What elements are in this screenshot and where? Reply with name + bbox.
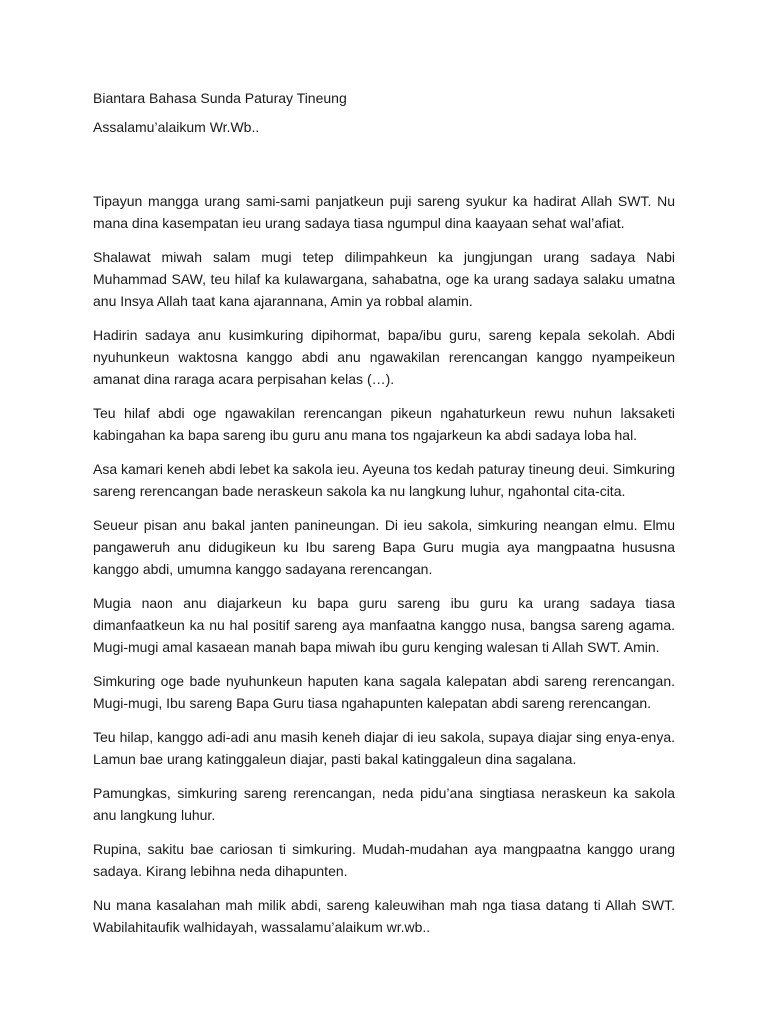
document-title: Biantara Bahasa Sunda Paturay Tineung (93, 90, 347, 106)
speech-body (93, 190, 675, 950)
opening-greeting: Assalamu’alaikum Wr.Wb.. (93, 119, 260, 135)
paragraph-11: Rupina, sakitu bae cariosan ti simkuring. Mudah-mudahan aya mangpaatna kanggo urang sadaya. Kirang lebihna neda dihapunten. (93, 841, 675, 879)
paragraph-6: Seueur pisan anu bakal janten panineungan. Di ieu sakola, simkuring neangan elmu. Elmu pangaweruh anu didugikeun ku Ibu sareng Bapa Guru mugia aya mangpaatna hususna kanggo abdi, umumna kanggo sadayana rerencangan. (93, 517, 675, 577)
paragraph-7: Mugia naon anu diajarkeun ku bapa guru sareng ibu guru ka urang sadaya tiasa dimanfaatkeun ka nu hal positif sareng aya manfaatna kanggo nusa, bangsa sareng agama. Mugi-mugi amal kasaean manah bapa miwah ibu guru kenging walesan ti Allah SWT. Amin. (93, 595, 675, 655)
paragraph-5: Asa kamari keneh abdi lebet ka sakola ieu. Ayeuna tos kedah paturay tineung deui. Simkuring sareng rerencangan bade neraskeun sakola ka nu langkung luhur, ngahontal cita-cita. (93, 461, 675, 499)
paragraph-8: Simkuring oge bade nyuhunkeun haputen kana sagala kalepatan abdi sareng rerencangan. Mugi-mugi, Ibu sareng Bapa Guru tiasa ngahapunten kalepatan abdi sareng rerencangan. (93, 673, 675, 711)
paragraph-10: Pamungkas, simkuring sareng rerencangan, neda pidu’ana singtiasa neraskeun ka sakola anu langkung luhur. (93, 785, 675, 823)
paragraph-12: Nu mana kasalahan mah milik abdi, sareng kaleuwihan mah nga tiasa datang ti Allah SWT. Wabilahitaufik walhidayah, wassalamu’alaikum wr.wb.. (93, 897, 675, 935)
paragraph-4: Teu hilaf abdi oge ngawakilan rerencangan pikeun ngahaturkeun rewu nuhun laksaketi kabingahan ka bapa sareng ibu guru anu mana tos ngajarkeun ka abdi sadaya loba hal. (93, 405, 675, 443)
paragraph-1: Tipayun mangga urang sami-sami panjatkeun puji sareng syukur ka hadirat Allah SWT. Nu mana dina kasempatan ieu urang sadaya tiasa ngumpul dina kaayaan sehat wal’afiat. (93, 193, 675, 231)
paragraph-3: Hadirin sadaya anu kusimkuring dipihormat, bapa/ibu guru, sareng kepala sekolah. Abdi nyuhunkeun waktosna kanggo abdi anu ngawakilan rerencangan kanggo nyampeikeun amanat dina raraga acara perpisahan kelas (…). (93, 327, 675, 387)
paragraph-2: Shalawat miwah salam mugi tetep dilimpahkeun ka jungjungan urang sadaya Nabi Muhammad SAW, teu hilaf ka kulawargana, sahabatna, oge ka urang sadaya salaku umatna anu Insya Allah taat kana ajarannana, Amin ya robbal alamin. (93, 249, 675, 309)
paragraph-9: Teu hilap, kanggo adi-adi anu masih keneh diajar di ieu sakola, supaya diajar sing enya-enya. Lamun bae urang katinggaleun diajar, pasti bakal katinggaleun dina sagalana. (93, 729, 675, 767)
